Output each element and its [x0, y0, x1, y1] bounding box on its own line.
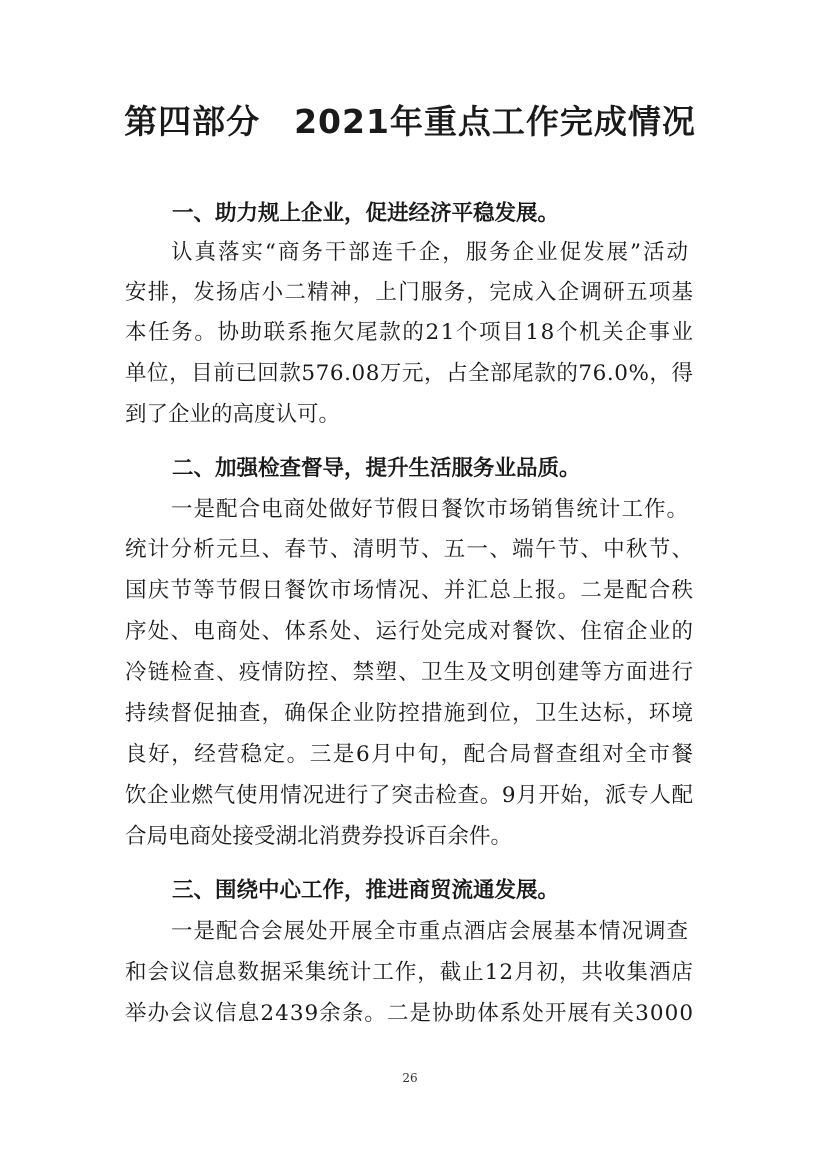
paragraph-line: 单位，目前已回款576.08万元，占全部尾款的76.0%，得 — [125, 361, 694, 386]
paragraph-line: 一是配合电商处做好节假日餐饮市场销售统计工作。 — [171, 497, 690, 522]
paragraph-line: 合局电商处接受湖北消费券投诉百余件。 — [125, 824, 513, 849]
paragraph-line: 本任务。协助联系拖欠尾款的21个项目18个机关企事业 — [125, 320, 695, 345]
paragraph-line: 一是配合会展处开展全市重点酒店会展基本情况调查 — [171, 919, 690, 944]
paragraph-line: 良好，经营稳定。三是6月中旬，配合局督查组对全市餐 — [125, 742, 695, 767]
paragraph-line: 到了企业的高度认可。 — [125, 402, 341, 427]
paragraph-line: 举办会议信息2439余条。二是协助体系处开展有关3000 — [125, 1001, 695, 1026]
paragraph-line: 统计分析元旦、春节、清明节、五一、端午节、中秋节、 — [125, 537, 695, 562]
paragraph-line: 持续督促抽查，确保企业防控措施到位，卫生达标，环境 — [125, 701, 695, 726]
paragraph-line: 饮企业燃气使用情况进行了突击检查。9月开始，派专人配 — [125, 783, 694, 808]
section-heading-1: 一、助力规上企业，促进经济平稳发展。 — [172, 201, 560, 226]
paragraph-line: 冷链检查、疫情防控、禁塑、卫生及文明创建等方面进行 — [125, 660, 695, 685]
paragraph-line: 国庆节等节假日餐饮市场情况、并汇总上报。二是配合秩 — [125, 578, 695, 603]
page-number: 26 — [402, 1071, 418, 1085]
page-title: 第四部分 2021年重点工作完成情况 — [124, 102, 696, 141]
paragraph-line: 序处、电商处、体系处、运行处完成对餐饮、住宿企业的 — [125, 619, 695, 644]
section-heading-2: 二、加强检查督导，提升生活服务业品质。 — [172, 456, 581, 481]
paragraph-line: 和会议信息数据采集统计工作，截止12月初，共收集酒店 — [125, 960, 694, 985]
paragraph-line: 认真落实“商务干部连千企，服务企业促发展”活动 — [171, 240, 690, 265]
paragraph-line: 安排，发扬店小二精神，上门服务，完成入企调研五项基 — [125, 280, 695, 305]
section-heading-3: 三、围绕中心工作，推进商贸流通发展。 — [172, 878, 560, 903]
